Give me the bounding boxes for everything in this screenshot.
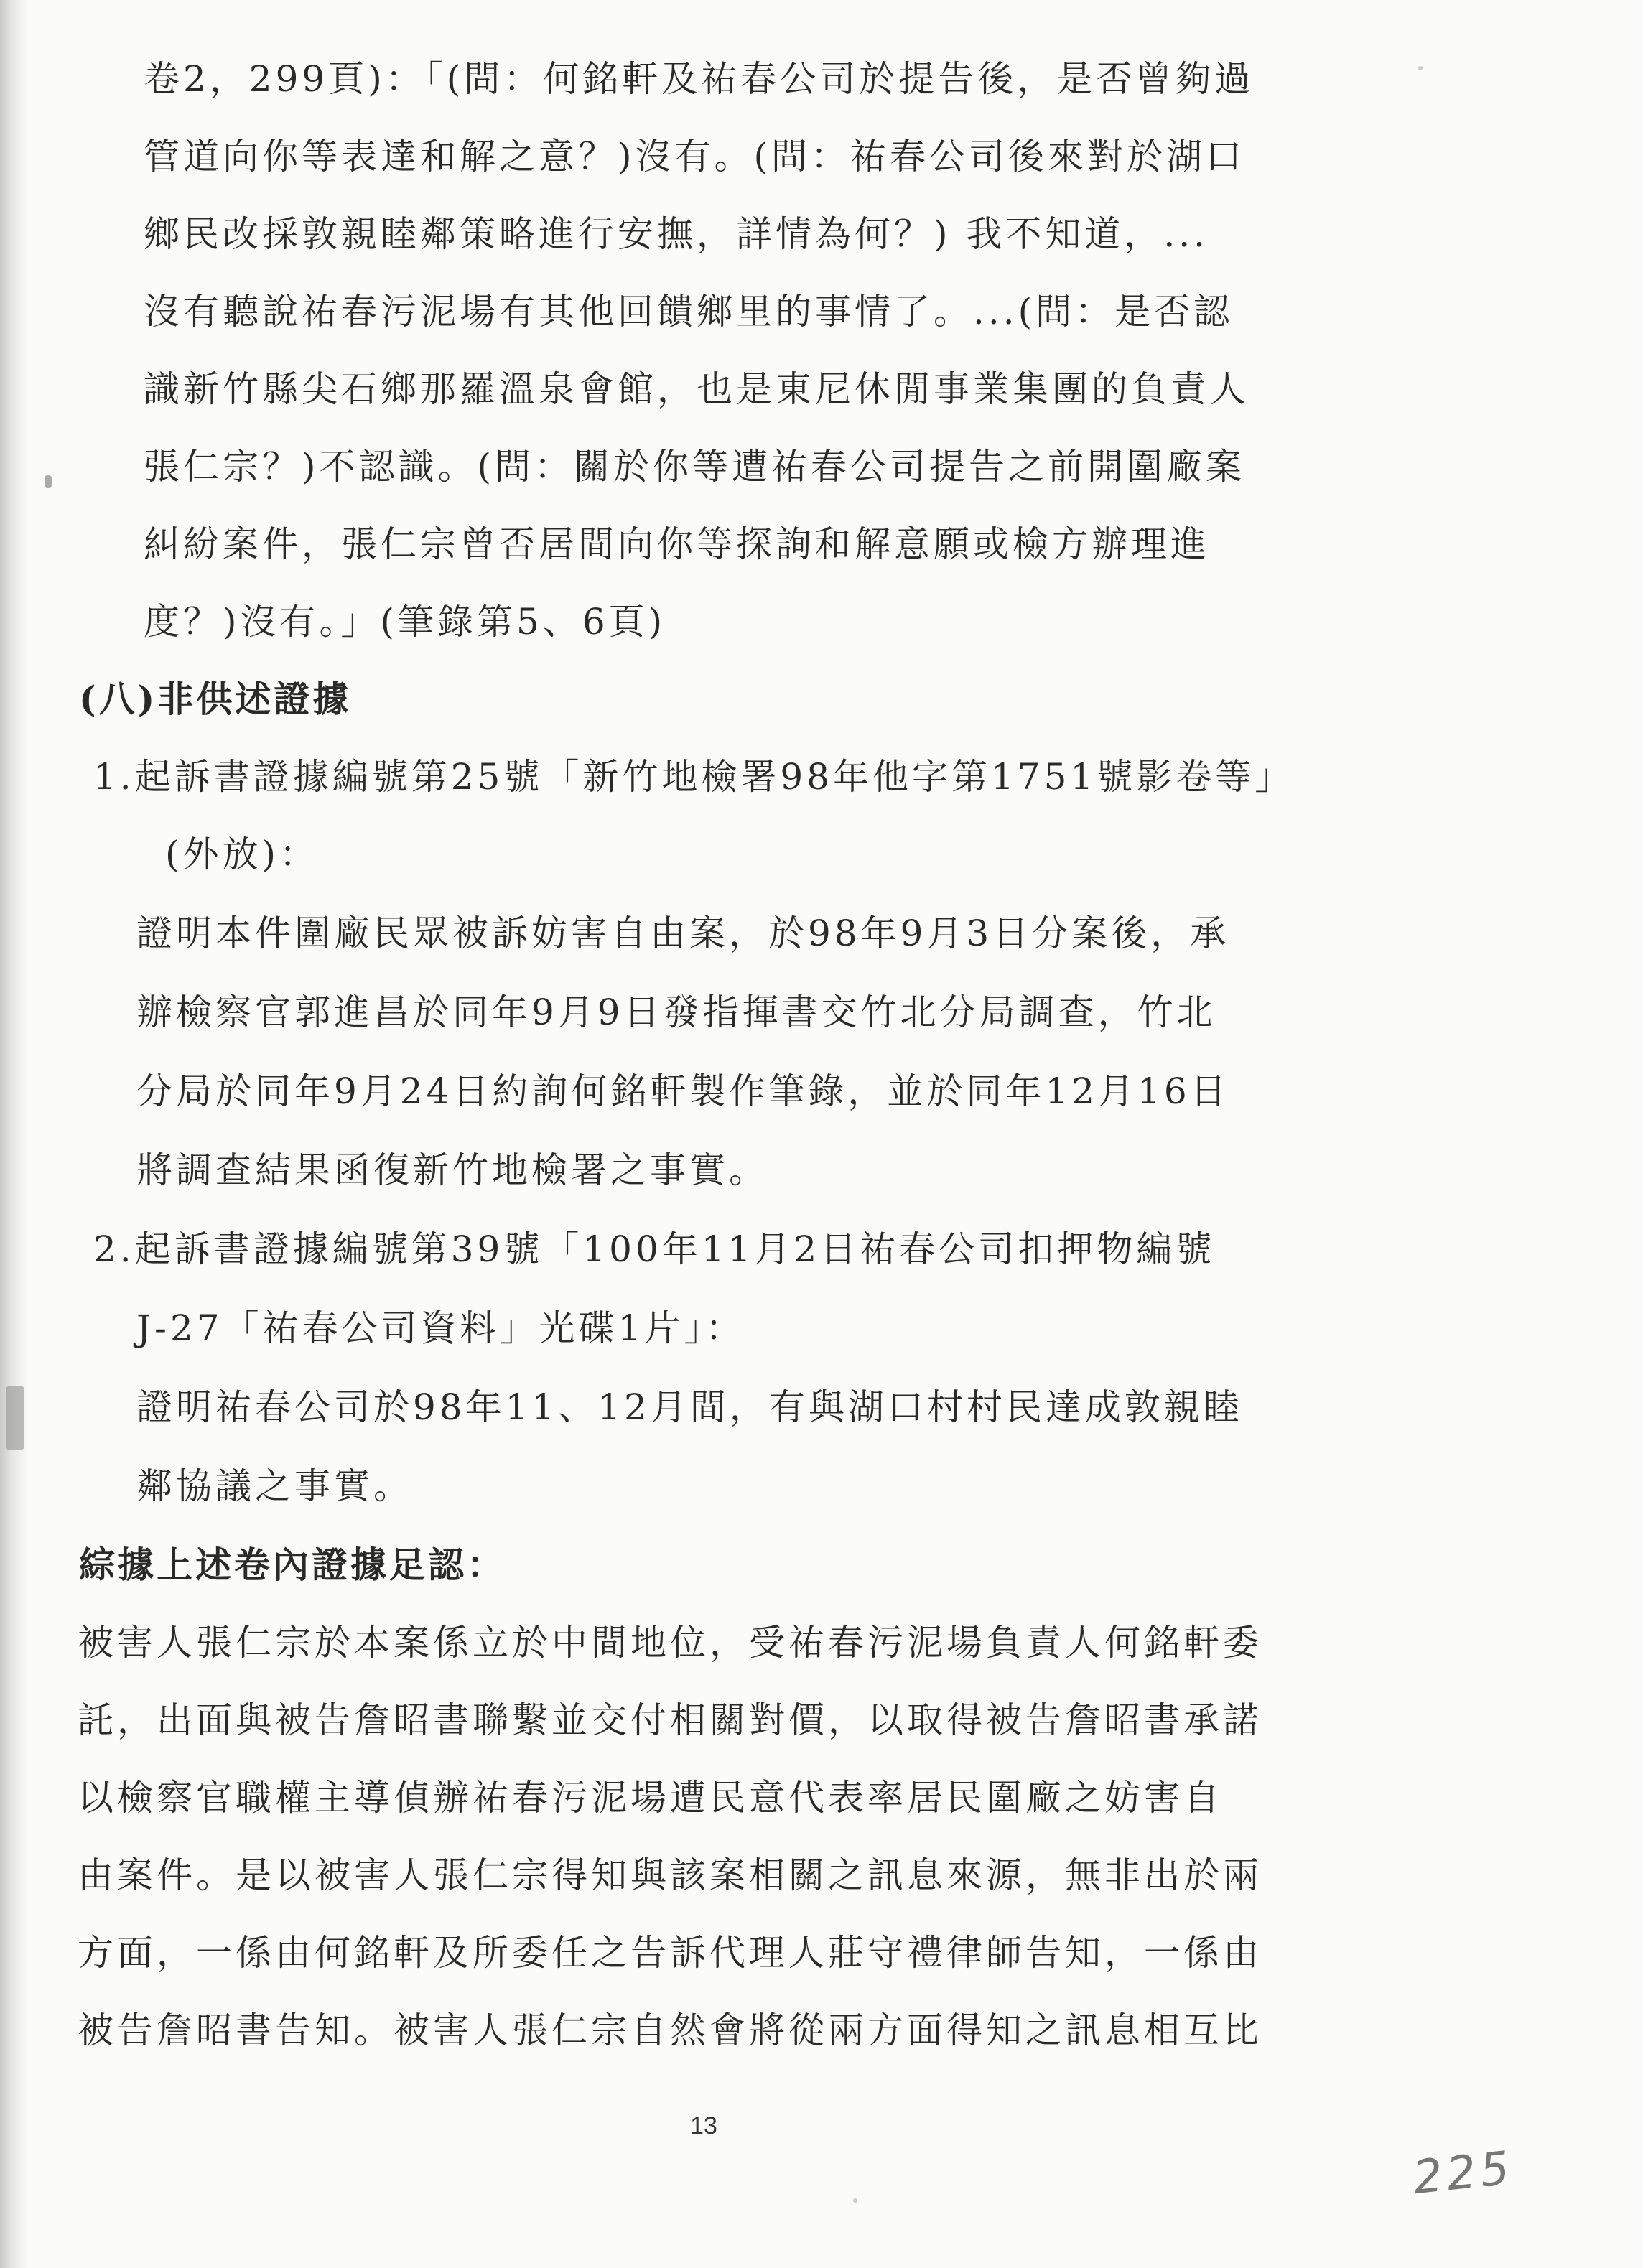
body-line: 沒有聽說祐春污泥場有其他回饋鄉里的事情了。...(問：是否認 [144, 291, 1234, 332]
evidence-item-line: 1.起訴書證據編號第25號「新竹地檢署98年他字第1751號影卷等」 [93, 756, 1295, 798]
body-line: 卷2，299頁)：「(問：何銘軒及祐春公司於提告後，是否曾夠過 [144, 58, 1255, 100]
body-line: 識新竹縣尖石鄉那羅溫泉會館，也是東尼休閒事業集團的負責人 [144, 368, 1249, 410]
scan-edge-shadow [0, 0, 29, 2268]
section-heading: (八)非供述證據 [79, 678, 352, 720]
body-line: 分局於同年9月24日約詢何銘軒製作筆錄，並於同年12月16日 [136, 1070, 1230, 1112]
page-number: 13 [690, 2112, 717, 2139]
evidence-item-line: J-27「祐春公司資料」光碟1片」： [136, 1307, 745, 1349]
body-line: 管道向你等表達和解之意？)沒有。(問：祐春公司後來對於湖口 [144, 136, 1246, 177]
section-heading: 綜據上述卷內證據足認： [79, 1544, 506, 1586]
body-line: 被害人張仁宗於本案係立於中間地位，受祐春污泥場負責人何銘軒委 [78, 1622, 1262, 1663]
scan-speck [1418, 66, 1423, 70]
body-line: 鄉民改採敦親睦鄰策略進行安撫，詳情為何？) 我不知道，... [144, 213, 1209, 255]
evidence-item-line: (外放)： [165, 834, 320, 875]
body-line: 辦檢察官郭進昌於同年9月9日發指揮書交竹北分局調查，竹北 [136, 991, 1216, 1033]
body-line: 張仁宗？)不認識。(問：關於你等遭祐春公司提告之前開圍廠案 [144, 446, 1246, 487]
body-line: 證明祐春公司於98年11、12月間，有與湖口村村民達成敦親睦 [136, 1386, 1243, 1428]
body-line: 將調查結果函復新竹地檢署之事實。 [136, 1149, 768, 1191]
body-line: 鄰協議之事實。 [136, 1465, 413, 1507]
body-line: 方面，一係由何銘軒及所委任之告訴代理人莊守禮律師告知，一係由 [78, 1932, 1262, 1974]
scan-binding-mark [6, 1386, 24, 1450]
body-line: 由案件。是以被害人張仁宗得知與該案相關之訊息來源，無非出於兩 [78, 1854, 1262, 1896]
scan-speck [45, 475, 52, 488]
handwritten-page-mark: 225 [1410, 2141, 1517, 2206]
body-line: 託，出面與被告詹昭書聯繫並交付相關對價，以取得被告詹昭書承諾 [78, 1699, 1262, 1741]
body-line: 被告詹昭書告知。被害人張仁宗自然會將從兩方面得知之訊息相互比 [78, 2010, 1262, 2051]
body-line: 糾紛案件，張仁宗曾否居間向你等探詢和解意願或檢方辦理進 [144, 523, 1210, 565]
body-line: 度？)沒有。」(筆錄第5、6頁) [144, 601, 666, 643]
body-line: 證明本件圍廠民眾被訴妨害自由案，於98年9月3日分案後，承 [136, 913, 1230, 954]
body-line: 以檢察官職權主導偵辦祐春污泥場遭民意代表率居民圍廠之妨害自 [78, 1777, 1223, 1819]
scan-speck [853, 2198, 857, 2203]
evidence-item-line: 2.起訴書證據編號第39號「100年11月2日祐春公司扣押物編號 [93, 1228, 1216, 1270]
